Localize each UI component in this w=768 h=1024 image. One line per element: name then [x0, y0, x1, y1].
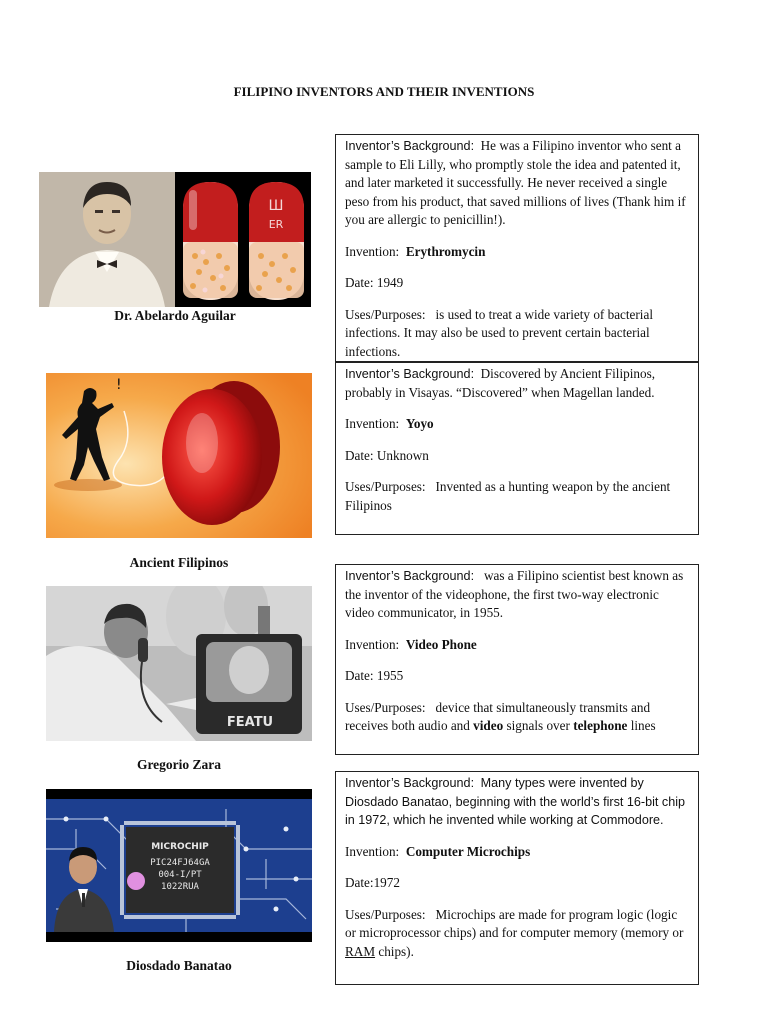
uses-paragraph: Uses/Purposes: Microchips are made for program logic (logic or microprocessor chips) and for computer memory (memory or RAM chips).: [345, 906, 684, 959]
background-label: Inventor’s Background: [345, 139, 471, 153]
invention-line: Invention: Video Phone: [345, 636, 477, 652]
invention-name: Erythromycin: [405, 243, 486, 259]
yoyo-illustration: [46, 373, 312, 538]
info-box-zara: [335, 564, 699, 755]
chip-line-2: 004-I/PT: [158, 870, 202, 880]
background-label: Inventor’s Background: [345, 569, 471, 583]
background-paragraph: Inventor’s Background: Discovered by Ancient Filipinos, probably in Visayas. “Discovered” when Magellan landed.: [345, 366, 656, 400]
uses-text: Invented as a hunting weapon by the ancient Filipinos: [345, 479, 671, 513]
videophone-photo: [46, 586, 312, 741]
info-box-banatao: [335, 771, 699, 985]
inventor-name-aguilar: Dr. Abelardo Aguilar: [114, 308, 236, 323]
erythromycin-capsules-photo: [175, 172, 311, 307]
invention-line: Invention: Yoyo: [345, 416, 434, 431]
invention-line: Invention: Erythromycin: [345, 243, 486, 259]
invention-name: Yoyo: [405, 416, 434, 431]
date-value: Unknown: [376, 447, 429, 463]
date-line: Date:1972: [345, 875, 400, 890]
background-label: Inventor’s Background: [345, 776, 471, 790]
capsule-imprint-1: Ш: [268, 198, 284, 214]
background-paragraph: Inventor’s Background: was a Filipino scientist best known as the inventor of the videophone, the first two-way electronic video communicator, in 1955.: [345, 568, 684, 620]
info-box-aguilar: [335, 134, 699, 362]
invention-name: Computer Microchips: [405, 843, 531, 859]
date-line: Date: 1949: [345, 275, 404, 290]
inventor-name-zara: Gregorio Zara: [136, 757, 222, 772]
invention-line: Invention: Computer Microchips: [345, 843, 531, 859]
chip-brand-text: MICROCHIP: [151, 842, 209, 852]
uses-text: is used to treat a wide variety of bacterial infections. It may also be used to prevent certain bacterial infections.: [345, 306, 653, 359]
uses-paragraph: Uses/Purposes: device that simultaneously transmits and receives both audio and video signals over telephone lines: [345, 699, 656, 733]
invention-name: Video Phone: [405, 636, 477, 652]
date-value: 1955: [376, 668, 404, 683]
background-paragraph: Inventor’s Background: He was a Filipino inventor who sent a sample to Eli Lilly, who promptly stole the idea and patented it, and later marketed it successfully. He never received a single peso from his product, that saved millions of lives (Thank him if you are allergic to penicillin!).: [345, 138, 686, 227]
page-title: FILIPINO INVENTORS AND THEIR INVENTIONS: [233, 84, 535, 99]
uses-paragraph: Uses/Purposes: is used to treat a wide variety of bacterial infections. It may also be used to prevent certain bacterial infections.: [345, 306, 653, 359]
capsule-imprint-2: ER: [268, 218, 284, 231]
info-box-ancient-filipinos: [335, 362, 699, 535]
svg-text:!: !: [116, 377, 122, 393]
background-label: Inventor’s Background: [345, 367, 471, 381]
background-text: Discovered by Ancient Filipinos, probably in Visayas. “Discovered” when Magellan landed.: [345, 366, 656, 400]
background-text: Many types were invented by Diosdado Banatao, beginning with the world’s first 16-bit chip in 1972, which he invented while working at Commodore.: [345, 776, 686, 827]
date-value: 1949: [376, 275, 404, 290]
chip-line-1: PIC24FJ64GA: [150, 858, 210, 868]
date-value: 1972: [373, 875, 400, 890]
inventor-name-banatao: Diosdado Banatao: [126, 958, 232, 973]
date-line: Date: 1955: [345, 668, 404, 683]
background-text: was a Filipino scientist best known as the inventor of the videophone, the first two-way electronic video communicator, in 1955.: [345, 568, 684, 620]
microchip-photo: [46, 789, 312, 942]
background-paragraph: Inventor’s Background: Many types were invented by Diosdado Banatao, beginning with the world’s first 16-bit chip in 1972, which he invented while working at Commodore.: [345, 776, 686, 827]
background-text: He was a Filipino inventor who sent a sample to Eli Lilly, who promptly stole the idea and patented it, and later marketed it successfully. He never received a single peso from his product, that saved millions of lives (Thank him if you are allergic to penicillin!).: [345, 138, 686, 227]
date-line: Date: Unknown: [345, 447, 429, 463]
tv-label-text: FEATU: [226, 715, 274, 730]
portrait-photo-aguilar: [39, 172, 175, 307]
inventor-name-ancient-filipinos: Ancient Filipinos: [129, 555, 229, 570]
uses-paragraph: Uses/Purposes: Invented as a hunting weapon by the ancient Filipinos: [345, 479, 671, 513]
chip-line-3: 1022RUA: [161, 882, 199, 892]
